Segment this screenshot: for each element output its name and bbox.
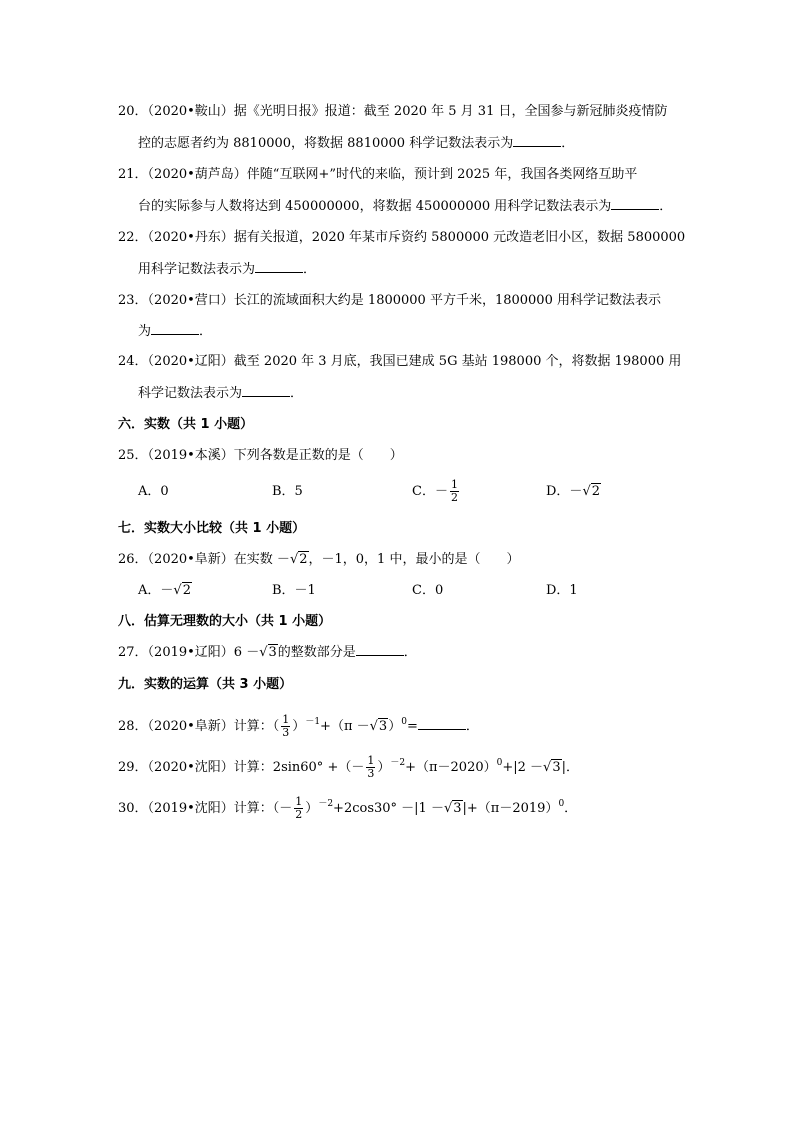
answer-blank[interactable]	[356, 643, 404, 656]
q25-option-d[interactable]	[546, 482, 601, 502]
q30-mid2: |+（π－2019）	[462, 801, 559, 816]
q23-line1: 23．（2020•营口）长江的流域面积大约是 1800000 平方千米，1800000 用科学记数法表示	[118, 293, 661, 308]
fraction-denominator: 2	[450, 491, 458, 504]
q26-stem-post: ，－1，0，1 中，最小的是（ ）	[308, 552, 520, 567]
q28-paren: ）	[292, 719, 306, 734]
radicand: 3	[453, 801, 462, 816]
q22-text: 用科学记数法表示为	[138, 262, 256, 277]
q26-option-c[interactable]: C．0	[412, 583, 444, 598]
q20-line2	[138, 134, 574, 154]
answer-blank[interactable]	[418, 717, 466, 730]
fraction-denominator: 2	[295, 808, 303, 821]
exponent: 0	[496, 758, 503, 768]
q30-mid: +2cos30° －|1 －	[333, 801, 444, 816]
q22-line2	[138, 260, 316, 280]
q23-text: 为	[138, 324, 152, 339]
q28-pre: 28．（2020•阜新）计算：（	[118, 719, 280, 734]
exponent: 0	[401, 717, 407, 727]
exponent: －2	[390, 758, 406, 768]
q30-pre: 30．（2019•沈阳）计算：（－	[118, 801, 293, 816]
fraction-numerator: 1	[282, 713, 290, 726]
q28-paren-close: ）	[388, 719, 402, 734]
q21-line2	[138, 197, 672, 217]
q30-line	[118, 787, 577, 821]
answer-blank[interactable]	[611, 197, 659, 210]
q26-stem-pre: 26．（2020•阜新）在实数 －	[118, 552, 290, 567]
sqrt-symbol: √2	[289, 552, 308, 567]
q25-c-label: C．－	[412, 484, 448, 499]
q29-pre: 29．（2020•沈阳）计算：2sin60° +（－	[118, 760, 365, 775]
q25-option-c[interactable]	[412, 476, 461, 508]
q24-end: ．	[290, 386, 304, 401]
exponent: －1	[305, 717, 321, 727]
q20-end: ．	[561, 136, 575, 151]
fraction-denominator: 3	[282, 726, 290, 739]
q29-end: |．	[561, 760, 580, 775]
q30-end: ．	[564, 801, 578, 816]
q21-line1: 21．（2020•葫芦岛）伴随“互联网+”时代的来临，预计到 2025 年，我国各类网络互助平	[118, 167, 638, 182]
q23-end: ．	[199, 324, 213, 339]
q27-end: ．	[403, 645, 417, 660]
q25-d-label: D．－	[546, 484, 583, 499]
answer-blank[interactable]	[242, 384, 290, 397]
q29-paren: ）	[377, 760, 391, 775]
radicand: 3	[552, 760, 561, 775]
answer-blank[interactable]	[255, 260, 303, 273]
radicand: 3	[268, 645, 277, 660]
q26-stem	[118, 550, 519, 570]
q26-a-label: A．－	[138, 583, 174, 598]
q26-option-d[interactable]: D．1	[546, 583, 578, 598]
fraction-numerator: 1	[367, 754, 375, 767]
q27-post: 的整数部分是	[277, 645, 356, 660]
sqrt-symbol: √3	[259, 645, 277, 660]
exponent: －2	[318, 799, 334, 809]
section-heading-9: 九．实数的运算（共 3 小题）	[118, 677, 293, 692]
q28-mid: +（π －	[320, 719, 370, 734]
equals-sign: =	[406, 719, 418, 734]
q21-text: 台的实际参与人数将达到 450000000，将数据 450000000 用科学记数法表示为	[138, 199, 612, 214]
q22-line1: 22．（2020•丹东）据有关报道，2020 年某市斥资约 5800000 元改造老旧小区，数据 5800000	[118, 230, 686, 245]
section-heading-7: 七．实数大小比较（共 1 小题）	[118, 521, 306, 536]
q27-line	[118, 643, 417, 663]
sqrt-symbol: √3	[443, 801, 462, 816]
q25-stem: 25．（2019•本溪）下列各数是正数的是（ ）	[118, 448, 403, 463]
q27-pre: 27．（2019•辽阳）6 －	[118, 645, 260, 660]
q30-paren: ）	[305, 801, 319, 816]
radicand: 2	[591, 484, 601, 499]
fraction-denominator: 3	[367, 767, 375, 780]
fraction-numerator: 1	[450, 478, 458, 491]
q22-end: ．	[303, 262, 317, 277]
radicand: 2	[182, 583, 191, 598]
q26-option-b[interactable]: B．－1	[272, 583, 316, 598]
section-heading-8: 八．估算无理数的大小（共 1 小题）	[118, 614, 332, 629]
q29-mid: +（π－2020）	[405, 760, 497, 775]
fraction	[450, 479, 459, 504]
answer-blank[interactable]	[513, 134, 561, 147]
q24-text: 科学记数法表示为	[138, 386, 243, 401]
q20-line1: 20．（2020•鞍山）据《光明日报》报道：截至 2020 年 5 月 31 日，全国参与新冠肺炎疫情防	[118, 104, 668, 119]
fraction	[281, 714, 290, 739]
q26-option-a[interactable]	[138, 581, 192, 601]
q23-line2	[138, 322, 212, 342]
q21-end: ．	[659, 199, 673, 214]
radicand: 2	[299, 552, 308, 567]
q24-line1: 24．（2020•辽阳）截至 2020 年 3 月底，我国已建成 5G 基站 198000 个，将数据 198000 用	[118, 354, 682, 369]
fraction	[366, 755, 375, 780]
sqrt-symbol: √3	[543, 760, 561, 775]
q29-line	[118, 746, 579, 780]
q20-text: 控的志愿者约为 8810000，将数据 8810000 科学记数法表示为	[138, 136, 514, 151]
fraction-numerator: 1	[295, 795, 303, 808]
q25-option-b[interactable]: B．5	[272, 484, 303, 499]
q28-line	[118, 705, 479, 739]
exponent: 0	[558, 799, 565, 809]
section-heading-6: 六．实数（共 1 小题）	[118, 417, 254, 432]
sqrt-symbol: √2	[173, 583, 191, 598]
fraction	[294, 796, 303, 821]
q24-line2	[138, 384, 303, 404]
q29-abs: +|2 －	[502, 760, 544, 775]
sqrt-symbol: √2	[582, 484, 601, 499]
q25-option-a[interactable]: A．0	[138, 484, 169, 499]
radicand: 3	[378, 719, 388, 734]
q28-end: ．	[465, 719, 479, 734]
answer-blank[interactable]	[151, 322, 199, 335]
sqrt-symbol: √3	[369, 719, 388, 734]
